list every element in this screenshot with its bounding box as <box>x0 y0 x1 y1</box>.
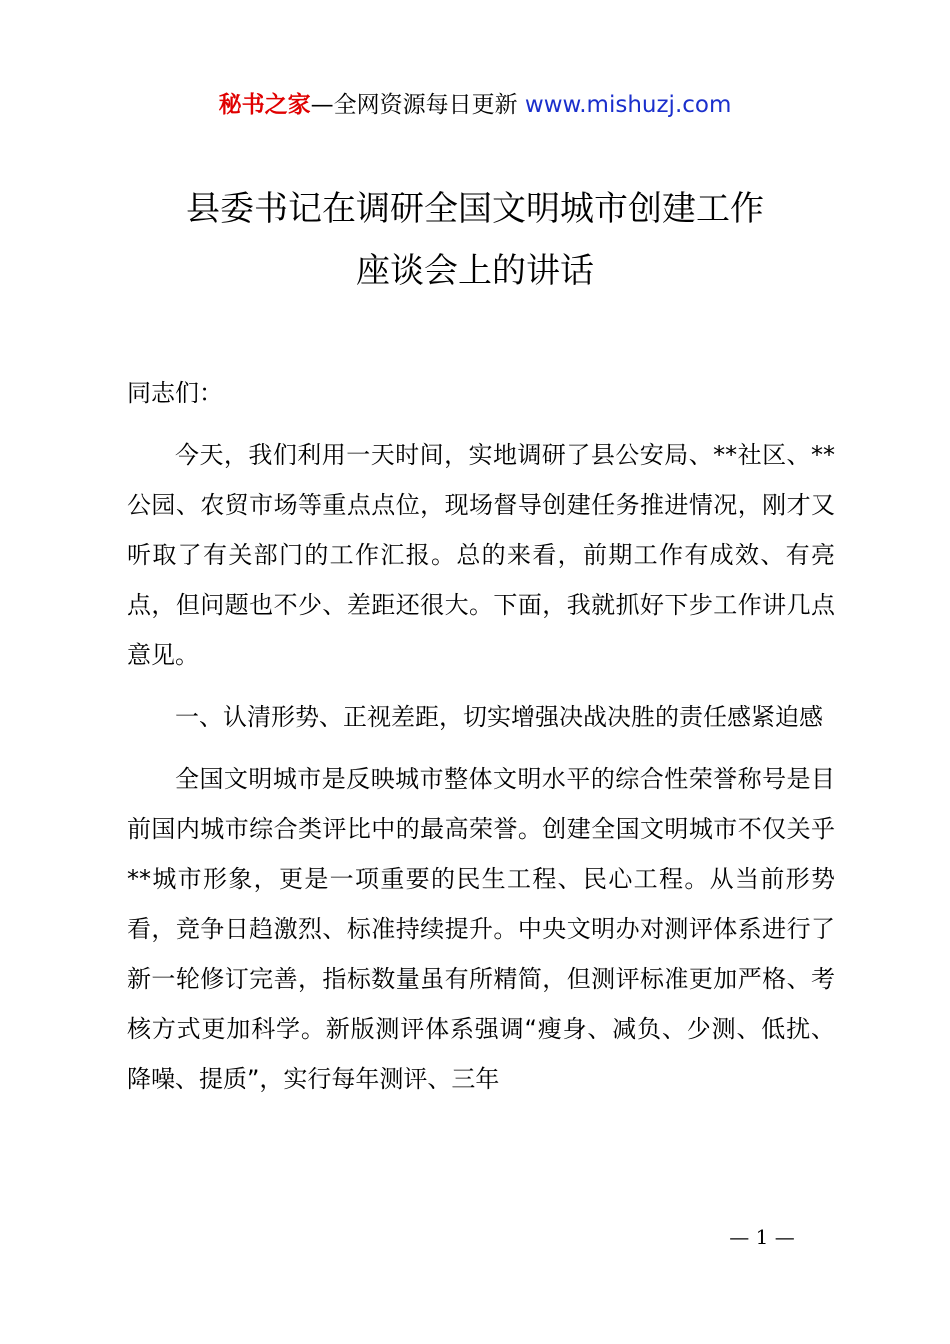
header-tagline: —全网资源每日更新 <box>310 92 518 118</box>
title-line-1: 县委书记在调研全国文明城市创建工作 <box>186 189 764 229</box>
salutation: 同志们： <box>127 379 223 407</box>
title-line-2: 座谈会上的讲话 <box>356 251 594 291</box>
paragraph-intro: 今天，我们利用一天时间，实地调研了县公安局、**社区、**公园、农贸市场等重点点位，现场督导创建任务推进情况，刚才又听取了有关部门的工作汇报。总的来看，前期工作有成效、有亮点，但问题也不少、差距还很大。下面，我就抓好下步工作讲几点意见。 <box>127 441 835 669</box>
brand-name: 秘书之家 <box>218 92 311 118</box>
header-url-link[interactable]: www.mishuzj.com <box>524 92 732 118</box>
site-header <box>0 88 950 122</box>
paragraph-section-1: 全国文明城市是反映城市整体文明水平的综合性荣誉称号是目前国内城市综合类评比中的最高荣誉。创建全国文明城市不仅关乎**城市形象，更是一项重要的民生工程、民心工程。从当前形势看，竞争日趋激烈、标准持续提升。中央文明办对测评体系进行了新一轮修订完善，指标数量虽有所精简，但测评标准更加严格、考核方式更加科学。新版测评体系强调“瘦身、减负、少测、低扰、降噪、提质”，实行每年测评、三年 <box>127 765 835 1093</box>
section-heading-1: 一、认清形势、正视差距，切实增强决战决胜的责任感紧迫感 <box>175 703 823 731</box>
document-body <box>127 368 835 1104</box>
document-title <box>0 178 950 302</box>
page-number: — 1 — <box>729 1225 795 1249</box>
